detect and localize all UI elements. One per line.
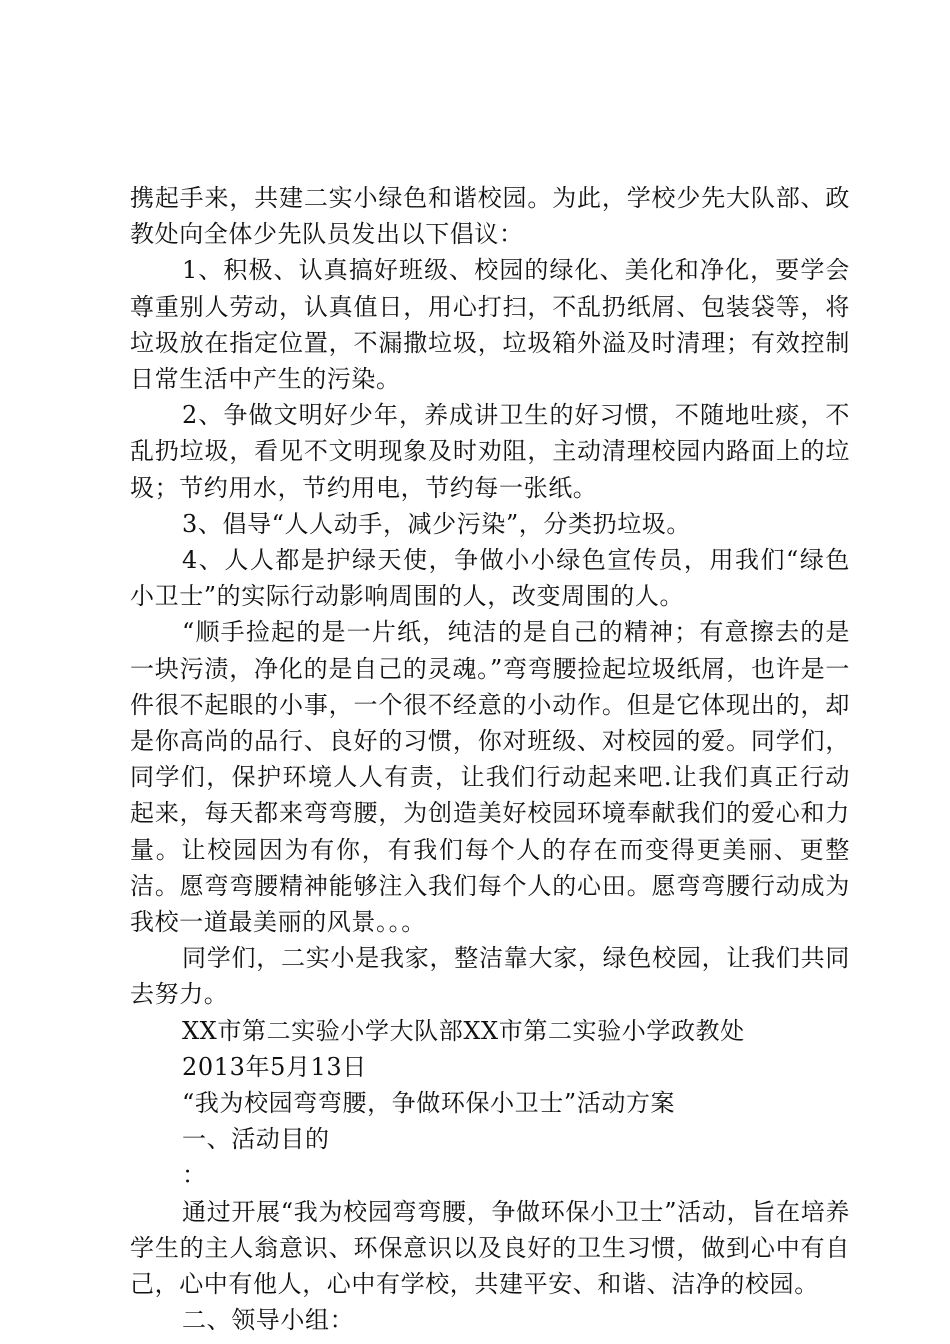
paragraph-proposal-4: 4、人人都是护绿天使，争做小小绿色宣传员，用我们“绿色小卫士”的实际行动影响周围的人，改变周围的人。 [130, 546, 850, 611]
paragraph-closing: 同学们，二实小是我家，整洁靠大家，绿色校园，让我们共同去努力。 [130, 944, 850, 1009]
signature-date: 2013年5月13日 [182, 1052, 367, 1081]
paragraph-intro-continuation: 携起手来，共建二实小绿色和谐校园。为此，学校少先大队部、政教处向全体少先队员发出以下倡议： [130, 184, 850, 249]
paragraph-proposal-3: 3、倡导“人人动手，减少污染”，分类扔垃圾。 [182, 509, 692, 538]
signature-organizations: XX市第二实验小学大队部XX市第二实验小学政教处 [182, 1016, 745, 1045]
paragraph-proposal-1: 1、积极、认真搞好班级、校园的绿化、美化和净化，要学会尊重别人劳动，认真值日，用心打扫，不乱扔纸屑、包装袋等，将垃圾放在指定位置，不漏撒垃圾，垃圾箱外溢及时清理；有效控制日常生活中产生的污染。 [130, 256, 850, 394]
paragraph-proposal-2: 2、争做文明好少年，养成讲卫生的好习惯，不随地吐痰，不乱扔垃圾，看见不文明现象及时劝阻，主动清理校园内路面上的垃圾；节约用水，节约用电，节约每一张纸。 [130, 401, 850, 502]
paragraph-quote: “顺手捡起的是一片纸，纯洁的是自己的精神；有意擦去的是一块污渍，净化的是自己的灵魂。”弯弯腰捡起垃圾纸屑，也许是一件很不起眼的小事，一个很不经意的小动作。但是它体现出的，却是你高尚的品行、良好的习惯，你对班级、对校园的爱。同学们，同学们，保护环境人人有责，让我们行动起来吧.让我们真正行动起来，每天都来弯弯腰，为创造美好校园环境奉献我们的爱心和力量。让校园因为有你，有我们每个人的存在而变得更美丽、更整洁。愿弯弯腰精神能够注入我们每个人的心田。愿弯弯腰行动成为我校一道最美丽的风景。。。 [130, 618, 850, 937]
section-heading-purpose: 一、活动目的 [182, 1125, 330, 1154]
paragraph-purpose: 通过开展“我为校园弯弯腰，争做环保小卫士”活动，旨在培养学生的主人翁意识、环保意识以及良好的卫生习惯，做到心中有自己，心中有他人，心中有学校，共建平安、和谐、洁净的校园。 [130, 1197, 850, 1299]
document-body [130, 180, 850, 1339]
section-heading-leadership: 二、领导小组： [182, 1306, 355, 1335]
plan-title: “我为校园弯弯腰，争做环保小卫士”活动方案 [182, 1089, 676, 1118]
section-heading-colon: ： [182, 1161, 207, 1190]
